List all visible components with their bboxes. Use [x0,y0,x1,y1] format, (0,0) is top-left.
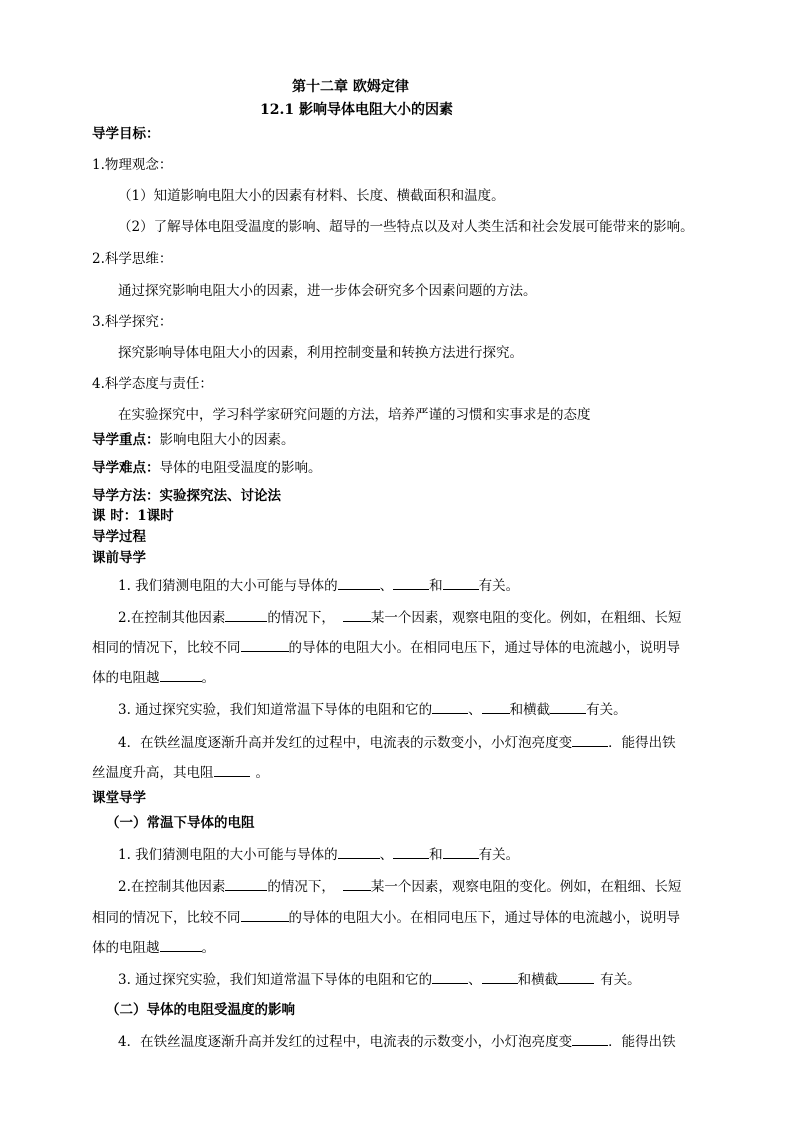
class-q2-text-f: 体的电阻越 [92,940,160,956]
class-q1-text: 1. 我们猜测电阻的大小可能与导体的 [118,847,338,863]
answer-blank[interactable] [338,576,380,590]
pre-q3 [118,700,627,719]
pre-q2-text: 2.在控制其他因素 [118,610,226,626]
pre-q4-text: 4．在铁丝温度逐渐升高并发红的过程中，电流表的示数变小，小灯泡亮度变 [118,735,573,751]
class-q2-text-b: 的情况下， [267,879,335,895]
pre-q2-text-g: 。 [201,670,215,686]
pre-q3-text: 3. 通过探究实验，我们知道常温下导体的电阻和它的 [118,702,433,718]
class-sub2: （二）导体的电阻受温度的影响 [106,1002,295,1018]
pre-class-heading: 课前导学 [92,550,146,566]
pre-q1-end: 有关。 [478,578,520,594]
answer-blank[interactable] [343,608,371,622]
pre-q2-text-e: 的导体的电阻大小。在相同电压下，通过导体的电流越小，说明导 [288,640,680,656]
pre-q2-text-f: 体的电阻越 [92,670,160,686]
section-title: 12.1 影响导体电阻大小的因素 [260,102,453,118]
answer-blank[interactable] [550,700,586,714]
chapter-title: 第十二章 欧姆定律 [292,79,409,95]
answer-blank[interactable] [393,845,429,859]
pre-q2-line2 [92,638,680,657]
pre-q4-line2 [92,763,269,782]
answer-blank[interactable] [393,576,429,590]
class-q2-text-e: 的导体的电阻大小。在相同电压下，通过导体的电流越小，说明导 [288,910,680,926]
answer-blank[interactable] [482,700,510,714]
difficulty-label: 导学难点： [92,460,160,476]
answer-blank[interactable] [432,700,468,714]
pre-q2-line3 [92,668,215,687]
class-q2-text: 2.在控制其他因素 [118,879,226,895]
pre-q2-line1 [118,608,681,627]
answer-blank[interactable] [225,877,267,891]
answer-blank[interactable] [443,576,479,590]
class-q2-text-d: 相同的情况下，比较不同 [92,910,241,926]
answer-blank[interactable] [160,938,202,952]
pre-q1-text: 1. 我们猜测电阻的大小可能与导体的 [118,578,338,594]
pre-q3-text-c: 和横截 [509,702,551,718]
pre-q4-line1 [118,733,676,752]
class-q3-text-c: 和横截 [517,972,559,988]
class-q1-end: 有关。 [478,847,520,863]
pre-q4-end: 。 [255,765,269,781]
class-q4-text: 4．在铁丝温度逐渐升高并发红的过程中，电流表的示数变小，小灯泡亮度变 [118,1034,573,1050]
class-q3 [118,970,641,989]
answer-blank[interactable] [558,970,594,984]
goal-1a-text: （1）知道影响电阻大小的因素有材料、长度、横截面积和温度。 [118,188,505,204]
goals-heading: 导学目标： [92,126,160,142]
period-value: 1课时 [137,508,174,524]
goal-4-heading: 4.科学态度与责任： [92,376,213,392]
answer-blank[interactable] [572,1032,608,1046]
class-q2-text-c: 某一个因素，观察电阻的变化。例如，在粗细、长短 [370,879,682,895]
class-q1 [118,845,519,864]
pre-q2-text-b: 的情况下， [267,610,335,626]
class-q4-text-b: ．能得出铁 [608,1034,676,1050]
answer-blank[interactable] [214,763,250,777]
method-line: 导学方法：实验探究法、讨论法 [92,488,281,504]
class-q1-and: 和 [429,847,443,863]
class-heading: 课堂导学 [92,790,146,806]
class-q2-line3 [92,938,215,957]
pre-q4-text-b: ．能得出铁 [608,735,676,751]
answer-blank[interactable] [432,970,468,984]
goal-2-text: 通过探究影响电阻大小的因素，进一步体会研究多个因素问题的方法。 [118,283,537,299]
class-q2-text-g: 。 [201,940,215,956]
pre-q2-text-c: 某一个因素，观察电阻的变化。例如，在粗细、长短 [370,610,682,626]
answer-blank[interactable] [225,608,267,622]
answer-blank[interactable] [241,638,289,652]
class-q4-line1 [118,1032,676,1051]
answer-blank[interactable] [482,970,518,984]
class-q1-sep: 、 [379,847,394,863]
pre-q3-end: 有关。 [586,702,627,718]
pre-q1-sep: 、 [379,578,394,594]
goal-1-heading: 1.物理观念： [92,157,173,173]
period-line [92,507,174,525]
answer-blank[interactable] [160,668,202,682]
class-q2-line1 [118,877,681,896]
goal-4-text: 在实验探究中，学习科学家研究问题的方法，培养严谨的习惯和实事求是的态度 [118,407,591,423]
answer-blank[interactable] [343,877,371,891]
pre-q1-and: 和 [429,578,443,594]
pre-q1 [118,576,519,595]
answer-blank[interactable] [338,845,380,859]
answer-blank[interactable] [572,733,608,747]
difficulty-text: 导体的电阻受温度的影响。 [159,460,322,476]
goal-3-text: 探究影响导体电阻大小的因素，利用控制变量和转换方法进行探究。 [118,345,523,361]
goal-2-heading: 2.科学思维： [92,251,173,267]
goal-3-heading: 3.科学探究： [92,314,173,330]
pre-q4-text-c: 丝温度升高，其电阻 [92,765,214,781]
focus-line [92,431,295,449]
class-q3-text: 3. 通过探究实验，我们知道常温下导体的电阻和它的 [118,972,433,988]
answer-blank[interactable] [241,908,289,922]
class-q3-end: 有关。 [600,972,641,988]
class-sub1: （一）常温下导体的电阻 [106,815,255,831]
class-q3-sep: 、 [468,972,482,988]
pre-q3-sep: 、 [468,702,482,718]
difficulty-line [92,459,322,477]
focus-text: 影响电阻大小的因素。 [159,432,295,448]
goal-1b-text: （2）了解导体电阻受温度的影响、超导的一些特点以及对人类生活和社会发展可能带来的影响。 [118,219,694,235]
focus-label: 导学重点： [92,432,160,448]
process-heading: 导学过程 [92,529,146,545]
class-q2-line2 [92,908,680,927]
pre-q2-text-d: 相同的情况下，比较不同 [92,640,241,656]
answer-blank[interactable] [443,845,479,859]
period-label: 课 时： [92,508,138,524]
